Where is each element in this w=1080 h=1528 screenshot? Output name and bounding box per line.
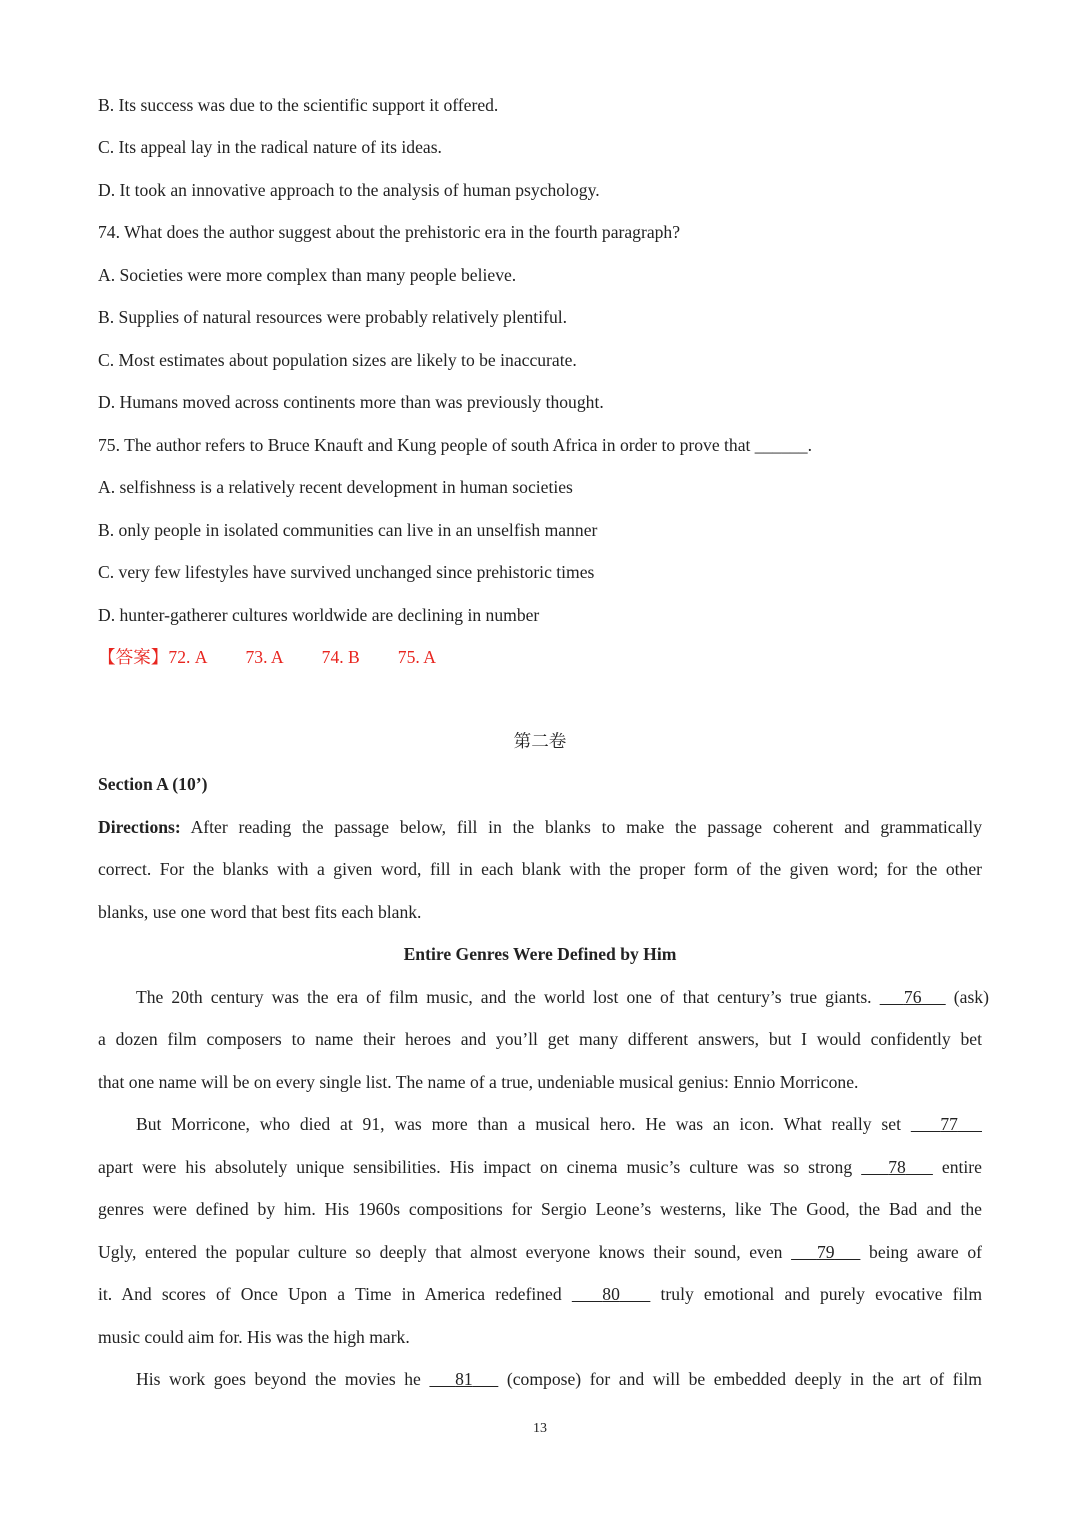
- answer-74: 74. B: [321, 647, 360, 667]
- answer-73: 73. A: [245, 647, 284, 667]
- q75-question: 75. The author refers to Bruce Knauft and Kung people of south Africa in order to prove that ______.: [98, 435, 812, 455]
- q73-option-d: D. It took an innovative approach to the analysis of human psychology.: [98, 180, 600, 200]
- q75-option-d: D. hunter-gatherer cultures worldwide are declining in number: [98, 605, 540, 625]
- directions-line-3: blanks, use one word that best fits each blank.: [98, 902, 422, 922]
- blank-78[interactable]: 78: [888, 1157, 906, 1177]
- p1-line-3: that one name will be on every single list. The name of a true, undeniable musical genius: Ennio Morricone.: [98, 1072, 859, 1092]
- page-number: 13: [533, 1421, 547, 1436]
- p2-line-3: genres were defined by him. His 1960s compositions for Sergio Leone’s westerns, like The Good, the Bad and the: [98, 1199, 982, 1219]
- q74-option-a: A. Societies were more complex than many people believe.: [98, 265, 517, 285]
- q75-option-a: A. selfishness is a relatively recent development in human societies: [98, 477, 573, 497]
- blank-77[interactable]: 77: [940, 1114, 958, 1134]
- answer-label: 【答案】: [98, 647, 169, 667]
- q74-option-c: C. Most estimates about population sizes are likely to be inaccurate.: [98, 350, 577, 370]
- q74-option-d: D. Humans moved across continents more than was previously thought.: [98, 392, 604, 412]
- p2-line-1: But Morricone, who died at 91, was more than a musical hero. He was an icon. What really set 77: [136, 1112, 982, 1136]
- q73-option-b: B. Its success was due to the scientific support it offered.: [98, 95, 499, 115]
- p1-line-2: a dozen film composers to name their heroes and you’ll get many different answers, but I would confidently bet: [98, 1029, 982, 1049]
- p3-line-1: His work goes beyond the movies he 81 (compose) for and will be embedded deeply in the art of film: [136, 1369, 982, 1389]
- p2-line-5: it. And scores of Once Upon a Time in America redefined 80 truly emotional and purely evocative film: [98, 1284, 983, 1304]
- p1-line-1: The 20th century was the era of film music, and the world lost one of that century’s true giants. 76 (ask): [136, 987, 989, 1007]
- q73-option-c: C. Its appeal lay in the radical nature of its ideas.: [98, 137, 442, 157]
- answer-75: 75. A: [397, 647, 436, 667]
- q74-question: 74. What does the author suggest about the prehistoric era in the fourth paragraph?: [98, 222, 681, 242]
- blank-79[interactable]: 79: [816, 1242, 835, 1262]
- passage-title: Entire Genres Were Defined by Him: [403, 944, 677, 964]
- p2-line-6: music could aim for. His was the high mark.: [98, 1327, 410, 1347]
- blank-81[interactable]: 81: [455, 1369, 473, 1389]
- q74-option-b: B. Supplies of natural resources were probably relatively plentiful.: [98, 307, 568, 327]
- directions-label: Directions:: [98, 817, 181, 837]
- p2-line-2: apart were his absolutely unique sensibilities. His impact on cinema music’s culture was so strong 78 entire: [98, 1157, 982, 1177]
- p2-line-4: Ugly, entered the popular culture so deeply that almost everyone knows their sound, even 79 being aware of: [98, 1242, 982, 1262]
- q75-option-b: B. only people in isolated communities can live in an unselfish manner: [98, 520, 598, 540]
- q75-option-c: C. very few lifestyles have survived unchanged since prehistoric times: [98, 562, 595, 582]
- section-title: Section A (10’): [98, 774, 208, 794]
- blank-76[interactable]: 76: [903, 987, 922, 1007]
- directions-line-1: Directions: After reading the passage below, fill in the blanks to make the passage coherent and grammatically: [98, 817, 982, 837]
- directions-line-2: correct. For the blanks with a given word, fill in each blank with the proper form of the given word; for the other: [98, 859, 982, 879]
- blank-80[interactable]: 80: [602, 1284, 620, 1304]
- answer-key: [98, 645, 436, 669]
- part-title: 第二卷: [513, 731, 567, 751]
- answer-72: 72. A: [168, 647, 208, 667]
